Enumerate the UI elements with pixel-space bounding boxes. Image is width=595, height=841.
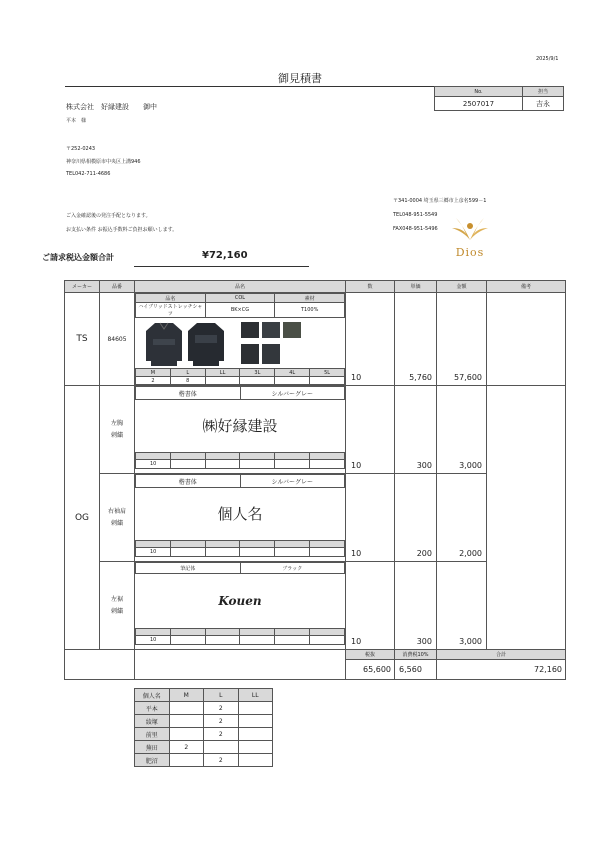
header-remarks: 備考 <box>487 281 566 293</box>
person-name: 綾塚 <box>135 715 170 728</box>
tax-label: 消費税10% <box>395 650 437 660</box>
og-1-unit-price: 300 <box>395 386 437 474</box>
og-1-font: 楷書体 <box>136 387 241 400</box>
og-1-amount: 3,000 <box>437 386 487 474</box>
qty-ll <box>238 728 273 741</box>
size-qty-3l <box>240 377 275 385</box>
qty-ll <box>238 754 273 767</box>
og-2-position: 右袖肩 刺繍 <box>100 474 135 562</box>
qty-m: 2 <box>169 741 204 754</box>
qty-ll <box>238 702 273 715</box>
detail-image-2 <box>262 322 280 338</box>
header-unit: 単価 <box>395 281 437 293</box>
material-label: 素材 <box>275 294 345 303</box>
customer-tel: TEL042-711-4686 <box>66 171 111 177</box>
qty-m <box>169 715 204 728</box>
og-2-text: 個人名 <box>217 505 263 523</box>
og-3-embroidery-cell <box>135 562 346 650</box>
customer-company: 株式会社 好縁建設 御中 <box>66 103 157 111</box>
og-2-qty: 10 <box>346 474 395 562</box>
size-l: L <box>170 369 205 377</box>
no-label: No. <box>435 87 523 97</box>
col-label: COL <box>205 294 275 303</box>
og-1-embroidery-cell <box>135 386 346 474</box>
og-1-count: 10 <box>136 460 171 469</box>
document-number: 2507017 <box>435 97 523 111</box>
size-ll: LL <box>205 369 240 377</box>
staff-name: 吉永 <box>522 97 563 111</box>
ts-amount: 57,600 <box>437 293 487 386</box>
person-name: 蕪田 <box>135 741 170 754</box>
qty-m <box>169 754 204 767</box>
size-m: M <box>136 369 171 377</box>
names-header-name: 個人名 <box>135 689 170 702</box>
product-color: BK×CG <box>205 303 275 318</box>
page-title: 御見積書 <box>278 72 322 85</box>
og-1-qty: 10 <box>346 386 395 474</box>
ts-row <box>65 293 566 386</box>
size-4l: 4L <box>275 369 310 377</box>
total-label: ご請求税込金額合計 <box>42 253 114 262</box>
supplier-tel: TEL048-951-5549 <box>393 212 438 218</box>
product-material: T100% <box>275 303 345 318</box>
og-remarks <box>487 386 566 650</box>
header-name: 品名 <box>135 281 346 293</box>
issue-date: 2025/9/1 <box>536 56 559 62</box>
product-images <box>135 318 345 368</box>
names-header-l: L <box>204 689 239 702</box>
og-2-color: シルバーグレー <box>240 475 345 488</box>
names-header-ll: LL <box>238 689 273 702</box>
detail-image-5 <box>262 344 280 364</box>
size-3l: 3L <box>240 369 275 377</box>
og-2-amount: 2,000 <box>437 474 487 562</box>
table-row <box>135 702 273 715</box>
grand-total-value: 72,160 <box>437 660 566 680</box>
tax-value: 6,560 <box>395 660 437 680</box>
names-header-row <box>135 689 273 702</box>
og-3-text: Kouen <box>218 594 262 608</box>
og-1-color: シルバーグレー <box>240 387 345 400</box>
size-5l: 5L <box>310 369 345 377</box>
subtotal-label: 税抜 <box>346 650 395 660</box>
person-name: 前里 <box>135 728 170 741</box>
qty-l: 2 <box>204 702 239 715</box>
product-name: ハイブリッドストレッチシャツ <box>136 303 206 318</box>
og-row-1 <box>65 386 566 474</box>
customer-contact: 平本 様 <box>66 118 87 124</box>
ts-qty: 10 <box>346 293 395 386</box>
shirt-back-image <box>187 321 225 371</box>
size-qty-m: 2 <box>136 377 171 385</box>
og-2-embroidery-cell <box>135 474 346 562</box>
quote-table <box>64 280 566 680</box>
ts-code: 84605 <box>100 293 135 386</box>
table-header-row <box>65 281 566 293</box>
dios-logo <box>448 214 492 258</box>
og-3-position: 左裾 刺繍 <box>100 562 135 650</box>
og-3-unit-price: 300 <box>395 562 437 650</box>
size-qty-5l <box>310 377 345 385</box>
qty-ll <box>238 741 273 754</box>
no-box <box>434 86 564 111</box>
total-underline <box>134 266 309 267</box>
name-label: 品名 <box>136 294 206 303</box>
og-3-color: ブラック <box>240 563 345 574</box>
header-amount: 金額 <box>437 281 487 293</box>
og-2-count: 10 <box>136 548 171 557</box>
note-line-2: お支払い条件 お振込手数料ご負担お願いします。 <box>66 227 178 233</box>
shirt-front-image <box>145 321 183 371</box>
qty-ll <box>238 715 273 728</box>
qty-l: 2 <box>204 715 239 728</box>
og-2-font: 楷書体 <box>136 475 241 488</box>
og-1-text: ㈱好縁建設 <box>202 417 278 435</box>
og-3-qty: 10 <box>346 562 395 650</box>
ts-maker: TS <box>65 293 100 386</box>
summary-header-row <box>65 650 566 660</box>
total-value: ¥72,160 <box>202 250 248 261</box>
og-3-amount: 3,000 <box>437 562 487 650</box>
qty-m <box>169 728 204 741</box>
qty-l <box>204 741 239 754</box>
qty-m <box>169 702 204 715</box>
grand-total-label: 合計 <box>437 650 566 660</box>
subtotal-value: 65,600 <box>346 660 395 680</box>
detail-image-4 <box>241 344 259 364</box>
og-3-font: 筆記体 <box>136 563 241 574</box>
table-row <box>135 715 273 728</box>
ts-unit-price: 5,760 <box>395 293 437 386</box>
title-underline <box>65 86 487 87</box>
detail-image-1 <box>241 322 259 338</box>
names-table <box>134 688 273 767</box>
og-maker: OG <box>65 386 100 650</box>
size-qty-ll <box>205 377 240 385</box>
bird-logo-icon <box>448 214 492 244</box>
note-line-1: ご入金確認後の発注手配となります。 <box>66 213 151 219</box>
og-2-unit-price: 200 <box>395 474 437 562</box>
og-3-count: 10 <box>136 636 171 645</box>
ts-product-cell <box>135 293 346 386</box>
og-1-position: 左胸 刺繍 <box>100 386 135 474</box>
table-row <box>135 728 273 741</box>
qty-l: 2 <box>204 728 239 741</box>
staff-label: 担当 <box>522 87 563 97</box>
person-name: 平本 <box>135 702 170 715</box>
customer-zip: 〒252-0243 <box>66 146 96 152</box>
qty-l: 2 <box>204 754 239 767</box>
detail-image-3 <box>283 322 301 338</box>
names-header-m: M <box>169 689 204 702</box>
size-qty-l: 8 <box>170 377 205 385</box>
ts-remarks <box>487 293 566 386</box>
supplier-fax: FAX048-951-5496 <box>393 226 438 232</box>
size-qty-4l <box>275 377 310 385</box>
table-row <box>135 754 273 767</box>
header-maker: メーカー <box>65 281 100 293</box>
customer-address: 神奈川県相模原市中央区上溝946 <box>66 159 141 165</box>
table-row <box>135 741 273 754</box>
logo-text: Dios <box>455 246 485 259</box>
supplier-address: 〒341-0004 埼玉県三郷市上彦名599－1 <box>393 198 487 204</box>
person-name: 肥沼 <box>135 754 170 767</box>
header-qty: 数 <box>346 281 395 293</box>
header-code: 品番 <box>100 281 135 293</box>
